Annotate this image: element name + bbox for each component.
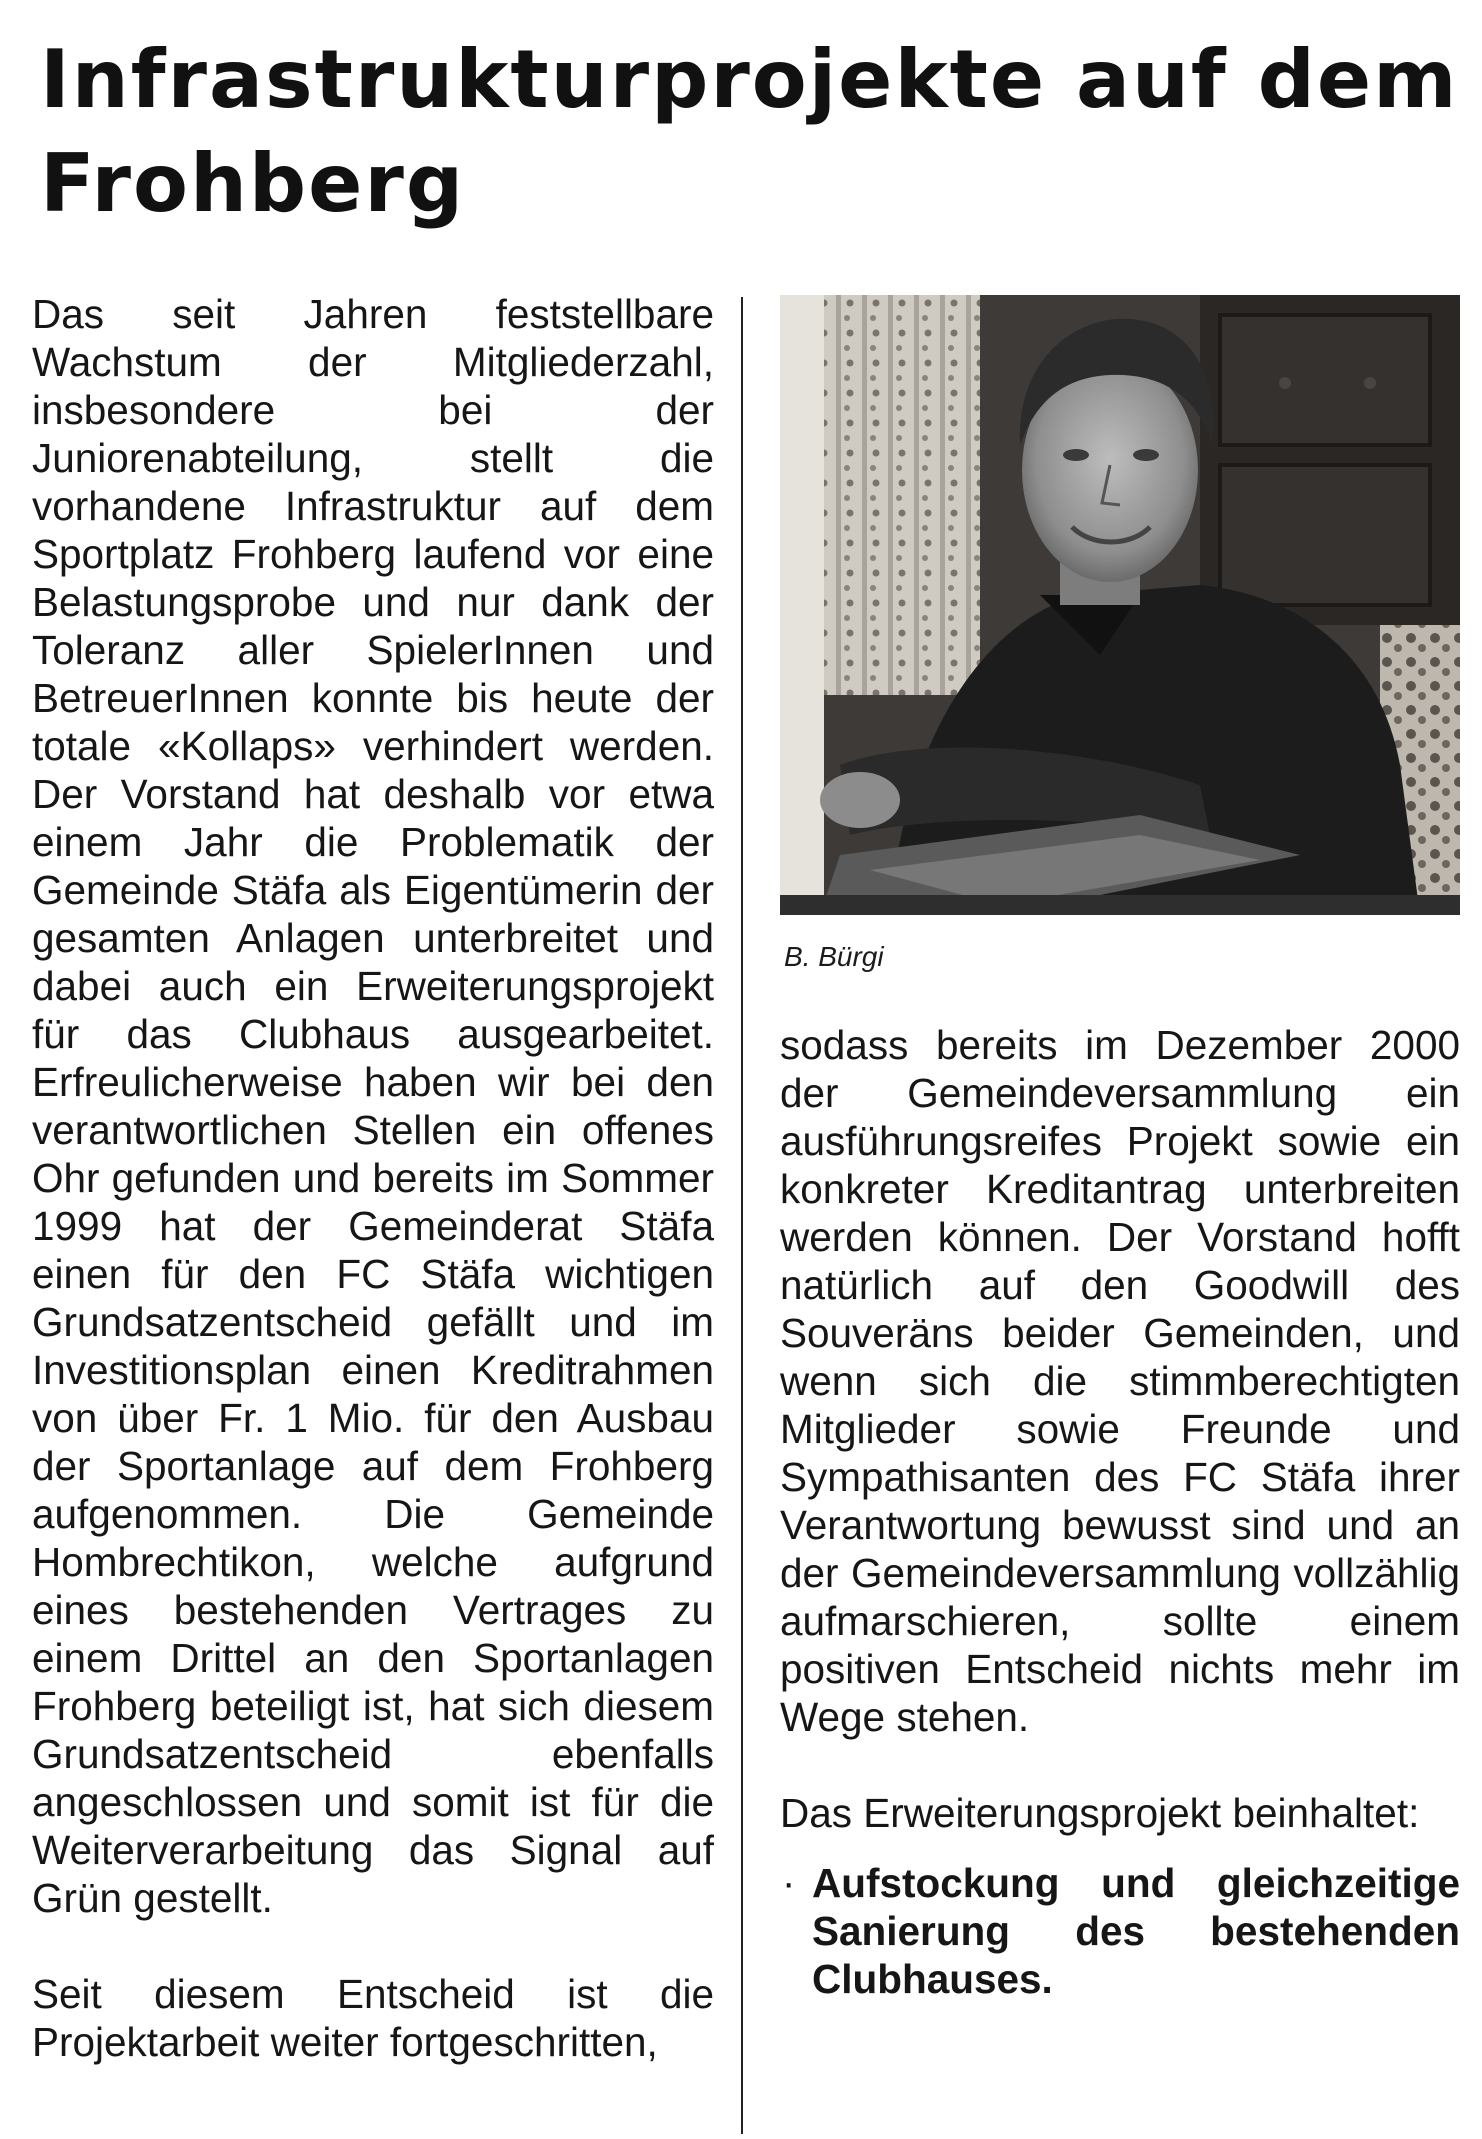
body-paragraph-1: Das seit Jahren feststellbare Wachstum der Mitgliederzahl, insbesondere bei der Juniorenabteilung, stellt die vorhandene Infrastruktur auf dem Sportplatz Frohberg laufend vor eine Belastungsprobe und nur dank der Toleranz aller SpielerInnen und BetreuerInnen konnte bis heute der totale «Kollaps» verhindert werden. Der Vorstand hat deshalb vor etwa einem Jahr die Problematik der Gemeinde Stäfa als Eigentümerin der gesamten Anlagen unterbreitet und dabei auch ein Erweiterungsprojekt für das Clubhaus ausgearbeitet. Erfreulicherweise haben wir bei den verantwortlichen Stellen ein offenes Ohr gefunden und bereits im Sommer 1999 hat der Gemeinderat Stäfa einen für den FC Stäfa wichtigen Grundsatzentscheid gefällt und im Investitionsplan einen Kreditrahmen von über Fr. 1 Mio. für den Ausbau der Sportanlage auf dem Frohberg aufgenommen. Die Gemeinde Hombrechtikon, welche aufgrund eines bestehenden Vertrages zu einem Drittel an den Sportanlagen Frohberg beteiligt ist, hat sich diesem Grundsatzentscheid ebenfalls angeschlossen und somit ist für die Weiterverarbeitung das Signal auf Grün gestellt. [32, 291, 714, 1921]
list-item [780, 1859, 1460, 2003]
photo-caption: B. Bürgi [784, 941, 884, 972]
body-paragraph-2: Seit diesem Entscheid ist die Projektarbeit weiter fortgeschritten, [32, 1971, 714, 2065]
project-list [780, 1859, 1460, 2003]
article-title: Infrastrukturprojekte auf dem Frohberg [40, 33, 1459, 230]
body-paragraph-3: sodass bereits im Dezember 2000 der Gemeindeversammlung ein ausführungsreifes Projekt sowie ein konkreter Kreditantrag unterbreiten werden können. Der Vorstand hofft natürlich auf den Goodwill des Souveräns beider Gemeinden, und wenn sich die stimmberechtigten Mitglieder sowie Freunde und Sympathisanten des FC Stäfa ihrer Verantwortung bewusst sind und an der Gemeindeversammlung vollzählig aufmarschieren, sollte einem positiven Entscheid nichts mehr im Wege stehen. [780, 1022, 1460, 1740]
column-divider [741, 297, 743, 2134]
article-column-right [780, 295, 1460, 2135]
body-paragraph-4: Das Erweiterungsprojekt beinhaltet: [780, 1790, 1420, 1836]
bullet-marker: · [782, 1861, 796, 1905]
article-column-left [32, 290, 714, 2130]
portrait-photo [780, 295, 1460, 915]
list-item-text: Aufstockung und gleichzeitige Sanierung des bestehenden Clubhauses. [812, 1860, 1460, 2002]
